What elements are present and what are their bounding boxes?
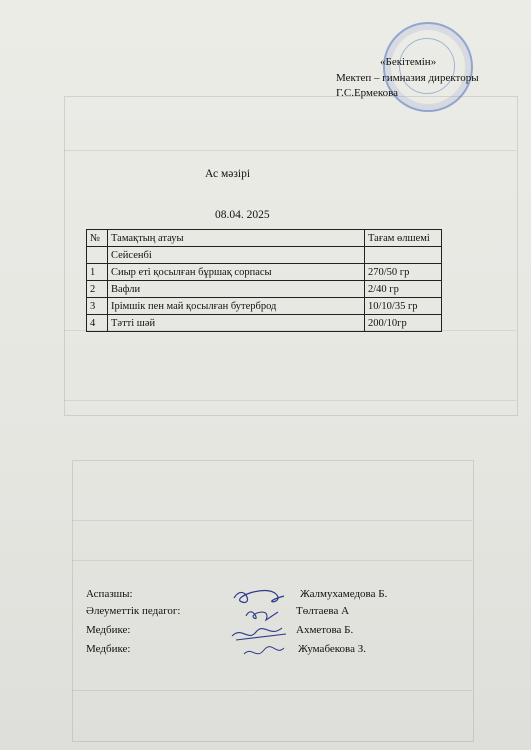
menu-date: 08.04. 2025 — [215, 209, 270, 221]
row-number: 1 — [87, 264, 108, 281]
column-header-portion: Тағам өлшемі — [365, 230, 442, 247]
row-portion: 10/10/35 гр — [365, 298, 442, 315]
director-name: Г.С.Ермекова — [336, 87, 399, 99]
signature-role-nurse-2: Медбике: — [86, 643, 131, 655]
menu-table — [86, 229, 442, 332]
table-row-day — [87, 247, 442, 264]
table-row — [87, 315, 442, 332]
day-cell: Сейсенбі — [108, 247, 365, 264]
signature-role-cook: Аспазшы: — [86, 588, 133, 600]
signature-name-social-pedagogue: Төлтаева А — [296, 605, 350, 617]
background-line — [64, 150, 516, 151]
table-row — [87, 281, 442, 298]
background-line — [64, 400, 516, 401]
director-title: Мектеп – гимназия директоры — [336, 72, 479, 84]
table-row — [87, 264, 442, 281]
column-header-number: № — [87, 230, 108, 247]
signature-role-social-pedagogue: Әлеуметтік педагог: — [86, 605, 181, 617]
row-number: 2 — [87, 281, 108, 298]
table-header-row — [87, 230, 442, 247]
row-number: 3 — [87, 298, 108, 315]
row-portion: 200/10гр — [365, 315, 442, 332]
column-header-dish: Тамақтың атауы — [108, 230, 365, 247]
day-empty-cell — [365, 247, 442, 264]
signature-name-nurse-2: Жумабекова З. — [298, 643, 367, 655]
background-line — [72, 520, 472, 521]
row-portion: 270/50 гр — [365, 264, 442, 281]
row-dish: Вафли — [108, 281, 365, 298]
row-dish: Сиыр еті қосылған бұршақ сорпасы — [108, 264, 365, 281]
approval-label: «Бекітемін» — [380, 56, 437, 68]
row-dish: Тәтті шәй — [108, 315, 365, 332]
signature-role-nurse-1: Медбике: — [86, 624, 131, 636]
row-dish: Ірімшік пен май қосылған бутерброд — [108, 298, 365, 315]
menu-title: Ас мәзірі — [205, 168, 251, 180]
table-row — [87, 298, 442, 315]
signature-name-nurse-1: Ахметова Б. — [296, 624, 354, 636]
day-empty-cell — [87, 247, 108, 264]
row-number: 4 — [87, 315, 108, 332]
background-line — [72, 560, 472, 561]
background-line — [72, 690, 472, 691]
signature-name-cook: Жалмухамедова Б. — [300, 588, 388, 600]
handwritten-signatures — [226, 576, 296, 666]
row-portion: 2/40 гр — [365, 281, 442, 298]
